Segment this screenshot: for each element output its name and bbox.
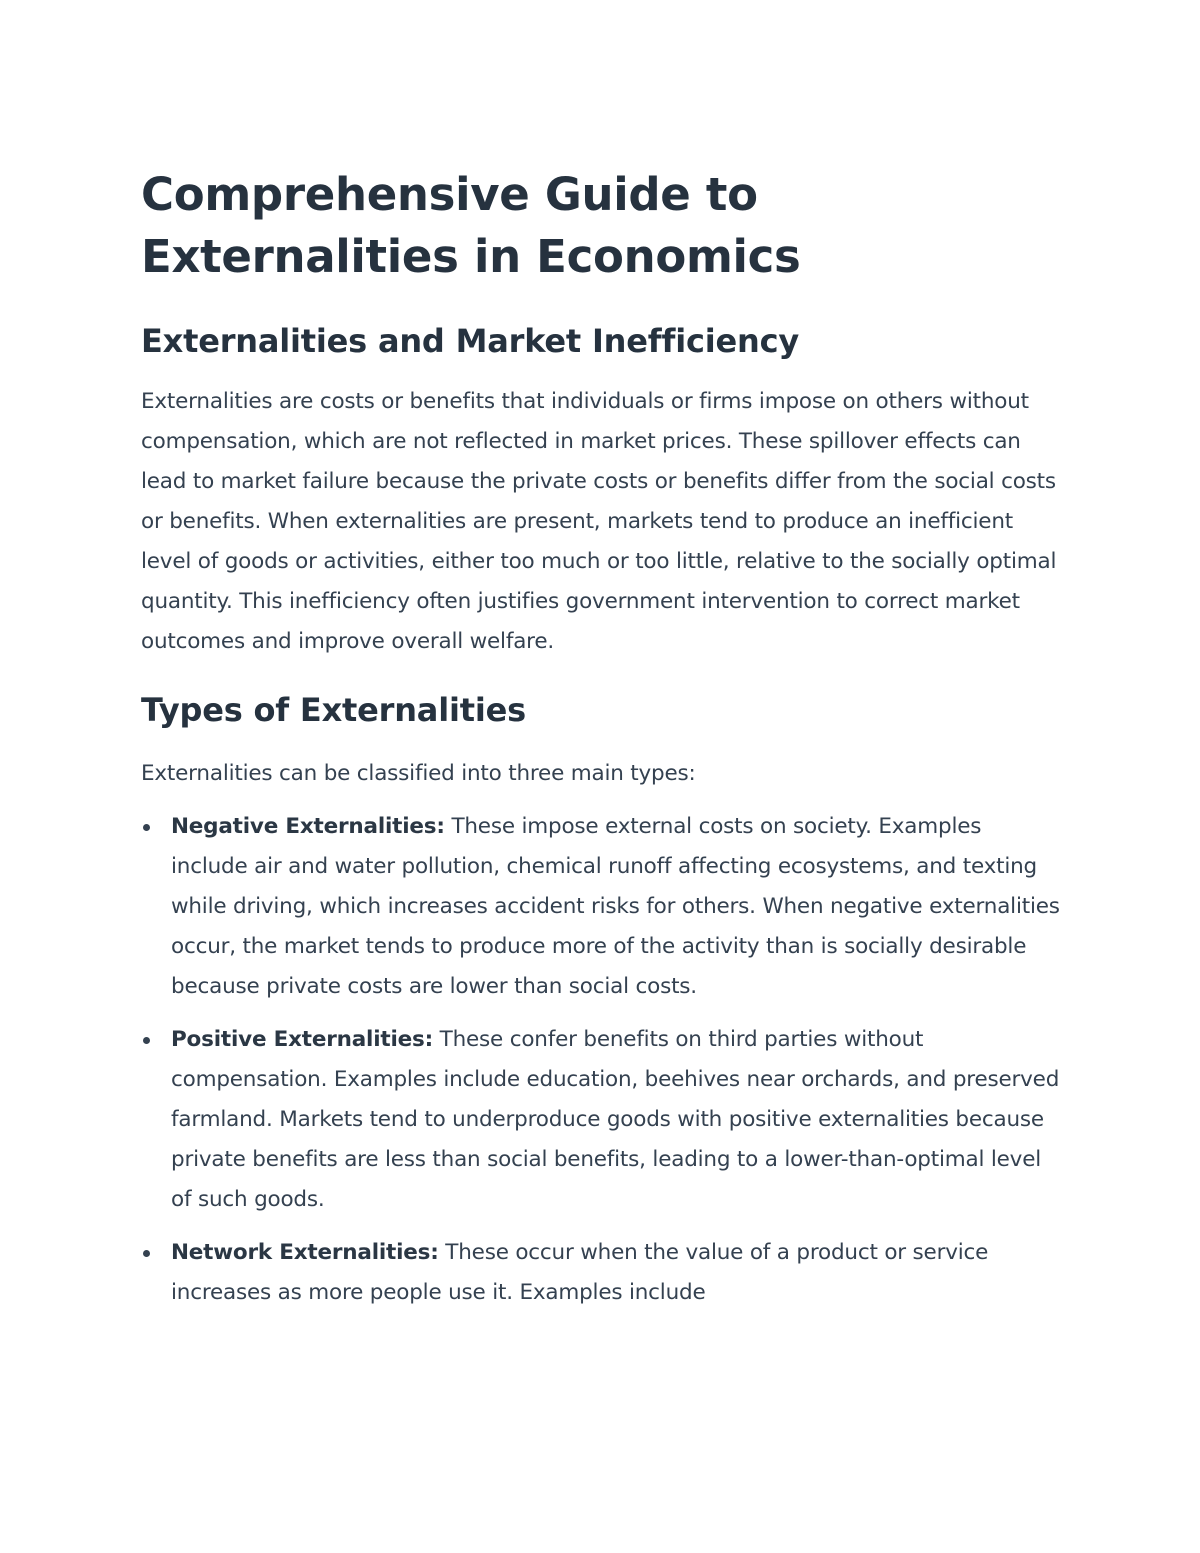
list-item-text: These impose external costs on society. Examples include air and water pollution, chemical runoff affecting ecosystems, and texting while driving, which increases accident risks for others. When negative externalities occur, the market tends to produce more of the activity than is socially desirable because private costs are lower than social costs. <box>171 814 1060 999</box>
section-heading-types: Types of Externalities <box>141 691 526 729</box>
list-item-term: Network Externalities: <box>171 1240 439 1265</box>
list-item-term: Negative Externalities: <box>171 814 445 839</box>
bullet-icon <box>143 1250 150 1257</box>
document-title: Comprehensive Guide to Externalities in Economics <box>141 168 801 283</box>
list-item-text: These confer benefits on third parties without compensation. Examples include education, beehives near orchards, and preserved farmland. Markets tend to underproduce goods with positive externalities because private benefits are less than social benefits, leading to a lower-than-optimal level of such goods. <box>171 1027 1060 1212</box>
externality-types-list <box>141 807 1060 1313</box>
list-item-negative-externalities <box>141 807 1060 1007</box>
section-paragraph-market-inefficiency: Externalities are costs or benefits that individuals or firms impose on others without compensation, which are not reflected in market prices. These spillover effects can lead to market failure because the private costs or benefits differ from the social costs or benefits. When externalities are present, markets tend to produce an inefficient level of goods or activities, either too much or too little, relative to the socially optimal quantity. This inefficiency often justifies government intervention to correct market outcomes and improve overall welfare. <box>141 389 1057 654</box>
list-item-term: Positive Externalities: <box>171 1027 434 1052</box>
section-heading-market-inefficiency: Externalities and Market Inefficiency <box>141 322 800 360</box>
section-intro-types: Externalities can be classified into three main types: <box>141 761 696 786</box>
list-item-positive-externalities <box>141 1020 1060 1220</box>
list-item-text: These occur when the value of a product or service increases as more people use it. Examples include <box>171 1240 989 1305</box>
bullet-icon <box>143 1037 150 1044</box>
list-item-network-externalities <box>141 1233 1060 1313</box>
bullet-icon <box>143 824 150 831</box>
